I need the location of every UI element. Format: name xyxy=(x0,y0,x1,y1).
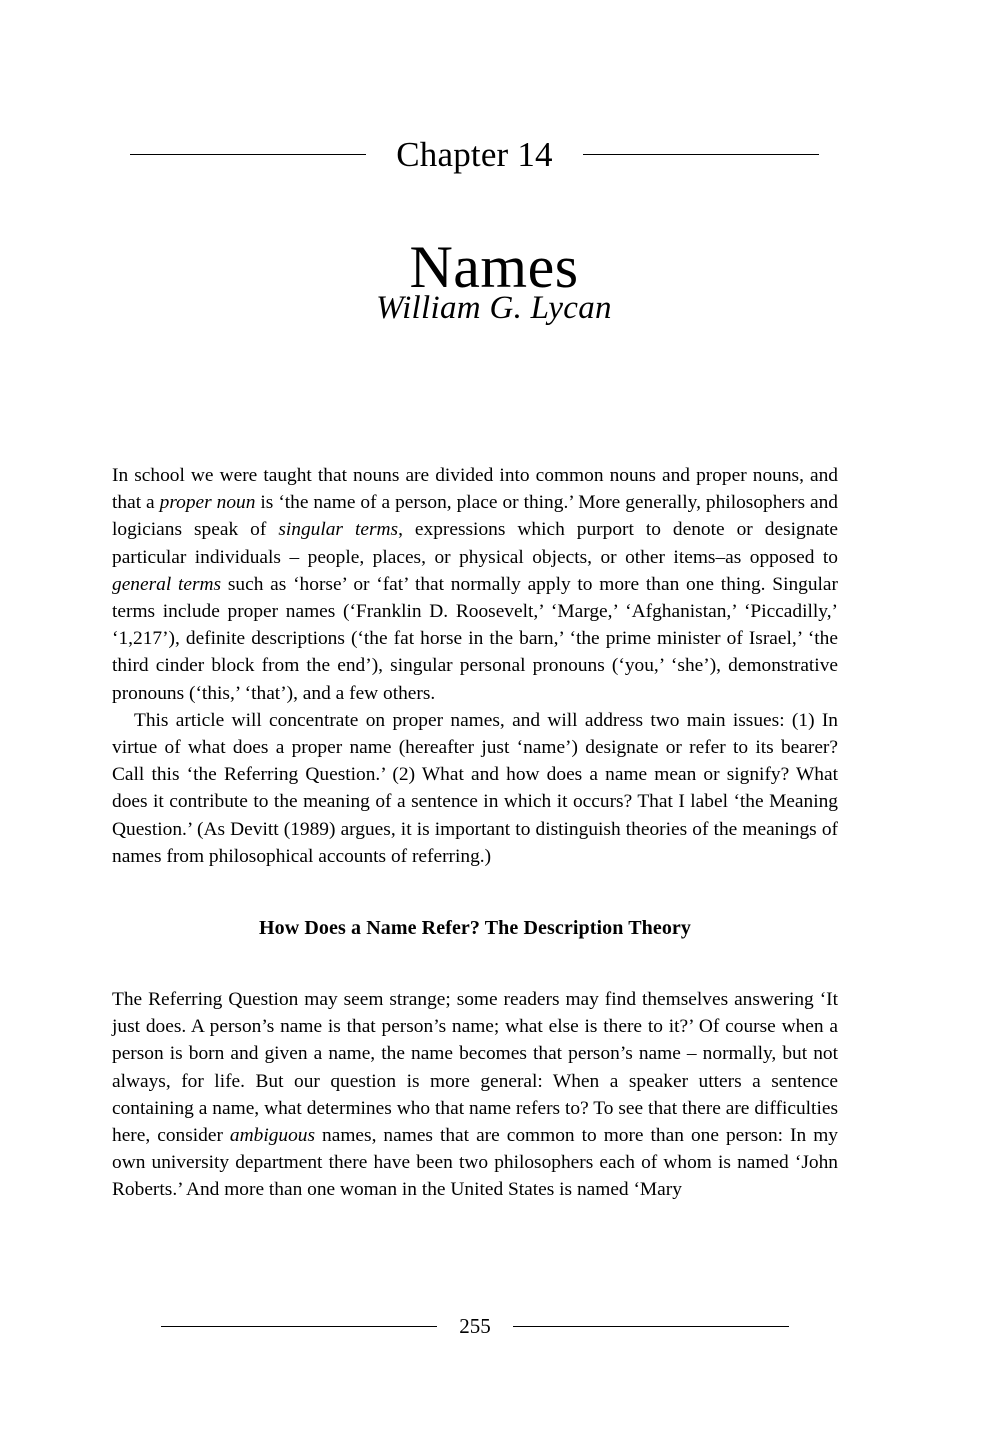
paragraph-2: This article will concentrate on proper names, and will address two main issues: (1) In virtue of what does a proper name (hereafter just ‘name’) designate or refer to its bearer? Call this ‘the Referring Question.’ (2) What and how does a name mean or signify? What does it contribute to the meaning of a sentence in which it occurs? That I label ‘the Meaning Question.’ (As Devitt (1989) argues, it is important to distinguish theories of the meanings of names from philosophical accounts of referring.) xyxy=(112,709,838,867)
paragraph-3 xyxy=(112,986,838,1204)
chapter-header xyxy=(112,128,837,180)
chapter-number-label: Chapter 14 xyxy=(396,134,553,174)
term-proper-noun: proper noun xyxy=(159,492,256,514)
footer-rule-right xyxy=(513,1326,789,1327)
paragraph-3-text-1: The Referring Question may seem strange; some readers may find themselves answering ‘It just does. A person’s name is that person’s name; what else is there to it?’ Of course when a person is born and given a name, the name becomes that person’s name – normally, but not always, for life. But our question is more general: When a speaker utters a sentence containing a name, what determines who that name refers to? To see that there are difficulties here, consider xyxy=(112,989,838,1147)
term-ambiguous: ambiguous xyxy=(229,1125,316,1147)
section-heading: How Does a Name Refer? The Description Theory xyxy=(258,917,692,940)
chapter-rule-left xyxy=(130,154,366,155)
page-title: Names xyxy=(409,234,579,301)
paragraph-3-text-2: names, names that are common to more than one person: In my own university department there have been two philosophers each of whom is named ‘John Roberts.’ And more than one woman in the United States is named ‘Mary xyxy=(112,1125,838,1201)
body-column xyxy=(112,462,838,1204)
paragraph-1-text-2: is ‘the name of a person, place or thing.’ More generally, philosophers and logicians speak of xyxy=(112,492,839,541)
paragraph-1-text-4: such as ‘horse’ or ‘fat’ that normally apply to more than one thing. Singular terms include proper names (‘Franklin D. Roosevelt,’ ‘Marge,’ ‘Afghanistan,’ ‘Piccadilly,’ ‘1,217’), definite descriptions (‘the fat horse in the barn,’ ‘the prime minister of Israel,’ ‘the third cinder block from the end’), singular personal pronouns (‘you,’ ‘she’), demonstrative pronouns (‘this,’ ‘that’), and a few others. xyxy=(112,573,838,704)
chapter-rule-right xyxy=(583,154,819,155)
term-singular-terms: singular terms xyxy=(278,519,399,541)
paragraph-1-text-3: , expressions which purport to denote or designate particular individuals – people, places, or physical objects, or other items–as opposed to xyxy=(112,519,838,568)
author-name: William G. Lycan xyxy=(376,290,612,326)
paragraph-1-text-1: In school we were taught that nouns are divided into common nouns and proper nouns, and that a xyxy=(112,465,838,514)
page-footer xyxy=(112,1306,838,1346)
paragraph-1 xyxy=(112,462,838,707)
term-general-terms: general terms xyxy=(112,573,222,595)
footer-rule-left xyxy=(161,1326,437,1327)
page-number-label: 255 xyxy=(459,1313,491,1338)
